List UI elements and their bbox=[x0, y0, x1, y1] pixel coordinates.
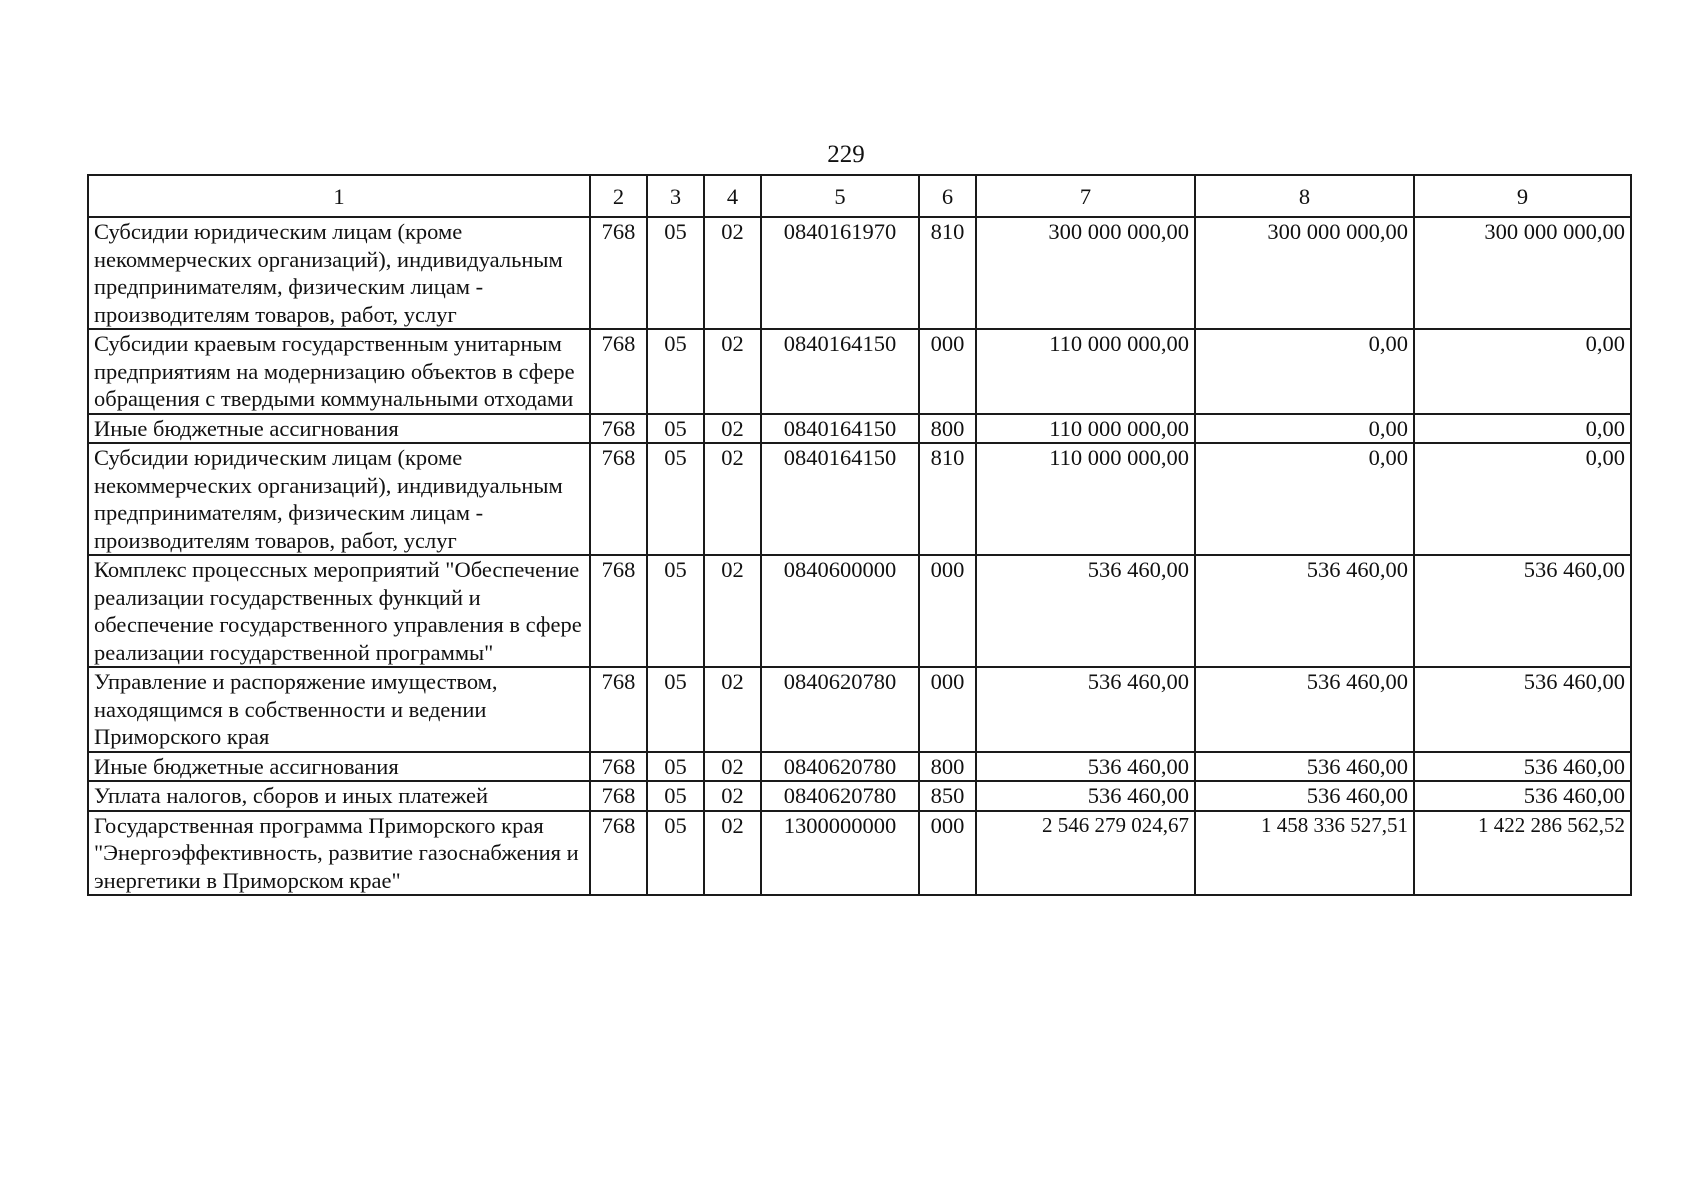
code-cell: 768 bbox=[590, 217, 647, 329]
code-cell: 05 bbox=[647, 781, 704, 811]
table-row bbox=[88, 752, 1631, 782]
amount-cell: 0,00 bbox=[1414, 443, 1631, 555]
code-cell: 800 bbox=[919, 414, 976, 444]
table-row bbox=[88, 443, 1631, 555]
table-row bbox=[88, 329, 1631, 414]
amount-cell: 536 460,00 bbox=[1414, 781, 1631, 811]
code-cell: 768 bbox=[590, 667, 647, 752]
code-cell: 02 bbox=[704, 667, 761, 752]
row-description: Субсидии юридическим лицам (кроме некоммерческих организаций), индивидуальным предпринимателям, физическим лицам - производителям товаров, работ, услуг bbox=[88, 443, 590, 555]
column-header: 8 bbox=[1195, 175, 1414, 217]
code-cell: 05 bbox=[647, 329, 704, 414]
amount-cell: 0,00 bbox=[1195, 414, 1414, 444]
amount-cell: 536 460,00 bbox=[1195, 752, 1414, 782]
amount-cell: 0,00 bbox=[1195, 443, 1414, 555]
column-header: 4 bbox=[704, 175, 761, 217]
amount-cell: 110 000 000,00 bbox=[976, 443, 1195, 555]
code-cell: 0840164150 bbox=[761, 329, 919, 414]
amount-cell: 1 422 286 562,52 bbox=[1414, 811, 1631, 896]
amount-cell: 536 460,00 bbox=[976, 667, 1195, 752]
amount-cell: 300 000 000,00 bbox=[1414, 217, 1631, 329]
header-row bbox=[88, 175, 1631, 217]
amount-cell: 300 000 000,00 bbox=[976, 217, 1195, 329]
amount-cell: 536 460,00 bbox=[1414, 667, 1631, 752]
amount-cell: 110 000 000,00 bbox=[976, 414, 1195, 444]
row-description: Иные бюджетные ассигнования bbox=[88, 414, 590, 444]
amount-cell: 536 460,00 bbox=[1195, 555, 1414, 667]
code-cell: 1300000000 bbox=[761, 811, 919, 896]
row-description: Субсидии краевым государственным унитарным предприятиям на модернизацию объектов в сфере обращения с твердыми коммунальными отходами bbox=[88, 329, 590, 414]
code-cell: 0840164150 bbox=[761, 443, 919, 555]
column-header: 9 bbox=[1414, 175, 1631, 217]
row-description: Субсидии юридическим лицам (кроме некоммерческих организаций), индивидуальным предпринимателям, физическим лицам - производителям товаров, работ, услуг bbox=[88, 217, 590, 329]
code-cell: 02 bbox=[704, 443, 761, 555]
code-cell: 000 bbox=[919, 811, 976, 896]
code-cell: 05 bbox=[647, 555, 704, 667]
code-cell: 768 bbox=[590, 414, 647, 444]
code-cell: 02 bbox=[704, 781, 761, 811]
code-cell: 768 bbox=[590, 443, 647, 555]
amount-cell: 0,00 bbox=[1414, 329, 1631, 414]
code-cell: 0840620780 bbox=[761, 781, 919, 811]
amount-cell: 536 460,00 bbox=[976, 752, 1195, 782]
amount-cell: 536 460,00 bbox=[1414, 555, 1631, 667]
code-cell: 0840620780 bbox=[761, 667, 919, 752]
amount-cell: 300 000 000,00 bbox=[1195, 217, 1414, 329]
code-cell: 000 bbox=[919, 667, 976, 752]
amount-cell: 1 458 336 527,51 bbox=[1195, 811, 1414, 896]
code-cell: 05 bbox=[647, 667, 704, 752]
column-header: 7 bbox=[976, 175, 1195, 217]
amount-cell: 0,00 bbox=[1195, 329, 1414, 414]
code-cell: 05 bbox=[647, 752, 704, 782]
code-cell: 02 bbox=[704, 752, 761, 782]
row-description: Уплата налогов, сборов и иных платежей bbox=[88, 781, 590, 811]
code-cell: 810 bbox=[919, 443, 976, 555]
code-cell: 000 bbox=[919, 555, 976, 667]
amount-cell: 2 546 279 024,67 bbox=[976, 811, 1195, 896]
code-cell: 768 bbox=[590, 329, 647, 414]
code-cell: 02 bbox=[704, 555, 761, 667]
code-cell: 0840161970 bbox=[761, 217, 919, 329]
code-cell: 05 bbox=[647, 217, 704, 329]
code-cell: 800 bbox=[919, 752, 976, 782]
code-cell: 810 bbox=[919, 217, 976, 329]
table-row bbox=[88, 217, 1631, 329]
amount-cell: 536 460,00 bbox=[1195, 781, 1414, 811]
column-header: 1 bbox=[88, 175, 590, 217]
row-description: Иные бюджетные ассигнования bbox=[88, 752, 590, 782]
code-cell: 768 bbox=[590, 811, 647, 896]
code-cell: 850 bbox=[919, 781, 976, 811]
code-cell: 02 bbox=[704, 217, 761, 329]
row-description: Комплекс процессных мероприятий "Обеспечение реализации государственных функций и обеспечение государственного управления в сфере реализации государственной программы" bbox=[88, 555, 590, 667]
table-row bbox=[88, 811, 1631, 896]
table-row bbox=[88, 414, 1631, 444]
amount-cell: 536 460,00 bbox=[1195, 667, 1414, 752]
amount-cell: 536 460,00 bbox=[976, 555, 1195, 667]
page-number: 229 bbox=[827, 141, 865, 168]
amount-cell: 536 460,00 bbox=[1414, 752, 1631, 782]
code-cell: 768 bbox=[590, 752, 647, 782]
row-description: Государственная программа Приморского края "Энергоэффективность, развитие газоснабжения и энергетики в Приморском крае" bbox=[88, 811, 590, 896]
code-cell: 05 bbox=[647, 443, 704, 555]
column-header: 3 bbox=[647, 175, 704, 217]
amount-cell: 110 000 000,00 bbox=[976, 329, 1195, 414]
amount-cell: 536 460,00 bbox=[976, 781, 1195, 811]
code-cell: 000 bbox=[919, 329, 976, 414]
column-header: 5 bbox=[761, 175, 919, 217]
code-cell: 768 bbox=[590, 781, 647, 811]
column-header: 2 bbox=[590, 175, 647, 217]
code-cell: 0840620780 bbox=[761, 752, 919, 782]
table-row bbox=[88, 667, 1631, 752]
table-row bbox=[88, 555, 1631, 667]
amount-cell: 0,00 bbox=[1414, 414, 1631, 444]
table-row bbox=[88, 781, 1631, 811]
budget-table bbox=[87, 174, 1632, 896]
column-header: 6 bbox=[919, 175, 976, 217]
row-description: Управление и распоряжение имуществом, находящимся в собственности и ведении Приморского края bbox=[88, 667, 590, 752]
code-cell: 0840164150 bbox=[761, 414, 919, 444]
code-cell: 0840600000 bbox=[761, 555, 919, 667]
code-cell: 768 bbox=[590, 555, 647, 667]
code-cell: 02 bbox=[704, 811, 761, 896]
code-cell: 05 bbox=[647, 414, 704, 444]
code-cell: 02 bbox=[704, 414, 761, 444]
code-cell: 02 bbox=[704, 329, 761, 414]
code-cell: 05 bbox=[647, 811, 704, 896]
